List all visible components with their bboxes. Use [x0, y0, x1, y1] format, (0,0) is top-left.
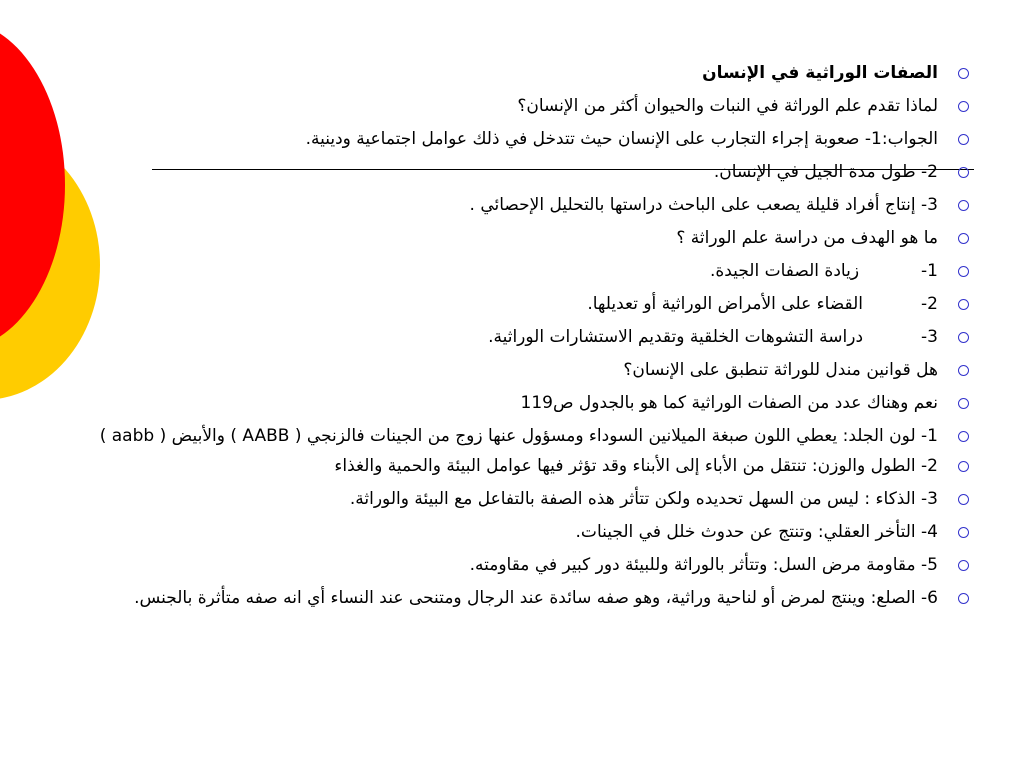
item-text: نعم وهناك عدد من الصفات الوراثية كما هو بالجدول ص119: [520, 393, 938, 413]
list-item: [60, 163, 969, 182]
bullet-circle-icon: [958, 266, 969, 277]
list-item: [60, 229, 969, 248]
bullet-circle-icon: [958, 593, 969, 604]
item-text: 1- لون الجلد: يعطي اللون صبغة الميلانين السوداء ومسؤول عنها زوج من الجينات فالزنجي ( AABB ) والأبيض ( aabb ): [99, 426, 938, 446]
list-item: [60, 556, 969, 575]
bullet-circle-icon: [958, 431, 969, 442]
list-item: [60, 130, 969, 149]
bullet-circle-icon: [958, 200, 969, 211]
list-item-numbered: [60, 328, 969, 347]
item-text: هل قوانين مندل للوراثة تنطبق على الإنسان؟: [623, 360, 938, 380]
slide-title: الصفات الوراثية في الإنسان: [702, 63, 938, 83]
list-item: [60, 394, 969, 413]
bullet-circle-icon: [958, 101, 969, 112]
item-text: زيادة الصفات الجيدة.: [709, 261, 860, 281]
item-text: 2- طول مدة الجيل في الإنسان.: [713, 162, 938, 182]
bullet-circle-icon: [958, 398, 969, 409]
list-item: [60, 490, 969, 509]
bullet-circle-icon: [958, 68, 969, 79]
list-item: [60, 427, 969, 446]
list-item-numbered: [60, 295, 969, 314]
item-text: 4- التأخر العقلي: وتنتج عن حدوث خلل في الجينات.: [575, 522, 938, 542]
item-text: القضاء على الأمراض الوراثية أو تعديلها.: [587, 294, 864, 314]
bullet-circle-icon: [958, 299, 969, 310]
item-number: 3-: [921, 327, 938, 347]
bullet-circle-icon: [958, 167, 969, 178]
list-item: [60, 97, 969, 116]
bullet-circle-icon: [958, 461, 969, 472]
item-text: دراسة التشوهات الخلقية وتقديم الاستشارات الوراثية.: [488, 327, 864, 347]
item-text: الجواب:1- صعوبة إجراء التجارب على الإنسان حيث تتدخل في ذلك عوامل اجتماعية ودينية.: [305, 129, 938, 149]
list-item: [60, 589, 969, 608]
item-text: 5- مقاومة مرض السل: وتتأثر بالوراثة وللبيئة دور كبير في مقاومته.: [469, 555, 938, 575]
bullet-circle-icon: [958, 332, 969, 343]
item-number: 1-: [921, 261, 938, 281]
item-number: 2-: [921, 294, 938, 314]
item-text: 6- الصلع: وينتج لمرض أو لناحية وراثية، وهو صفه سائدة عند الرجال ومتنحى عند النساء أي انه صفه متأثرة بالجنس.: [134, 588, 938, 608]
item-text: 3- الذكاء : ليس من السهل تحديده ولكن تتأثر هذه الصفة بالتفاعل مع البيئة والوراثة.: [349, 489, 938, 509]
bullet-circle-icon: [958, 527, 969, 538]
item-text: 2- الطول والوزن: تنتقل من الأباء إلى الأبناء وقد تؤثر فيها عوامل البيئة والحمية والغذاء: [334, 456, 938, 476]
item-text: 3- إنتاج أفراد قليلة يصعب على الباحث دراستها بالتحليل الإحصائي .: [469, 195, 938, 215]
list-item: [60, 457, 969, 476]
list-item: [60, 196, 969, 215]
bullet-circle-icon: [958, 134, 969, 145]
bullet-list: [60, 64, 969, 619]
item-text: لماذا تقدم علم الوراثة في النبات والحيوان أكثر من الإنسان؟: [517, 96, 938, 116]
list-item-title: [60, 64, 969, 83]
list-item: [60, 523, 969, 542]
bullet-circle-icon: [958, 560, 969, 571]
bullet-circle-icon: [958, 365, 969, 376]
item-text: ما هو الهدف من دراسة علم الوراثة ؟: [676, 228, 938, 248]
bullet-circle-icon: [958, 233, 969, 244]
list-item-numbered: [60, 262, 969, 281]
bullet-circle-icon: [958, 494, 969, 505]
list-item: [60, 361, 969, 380]
